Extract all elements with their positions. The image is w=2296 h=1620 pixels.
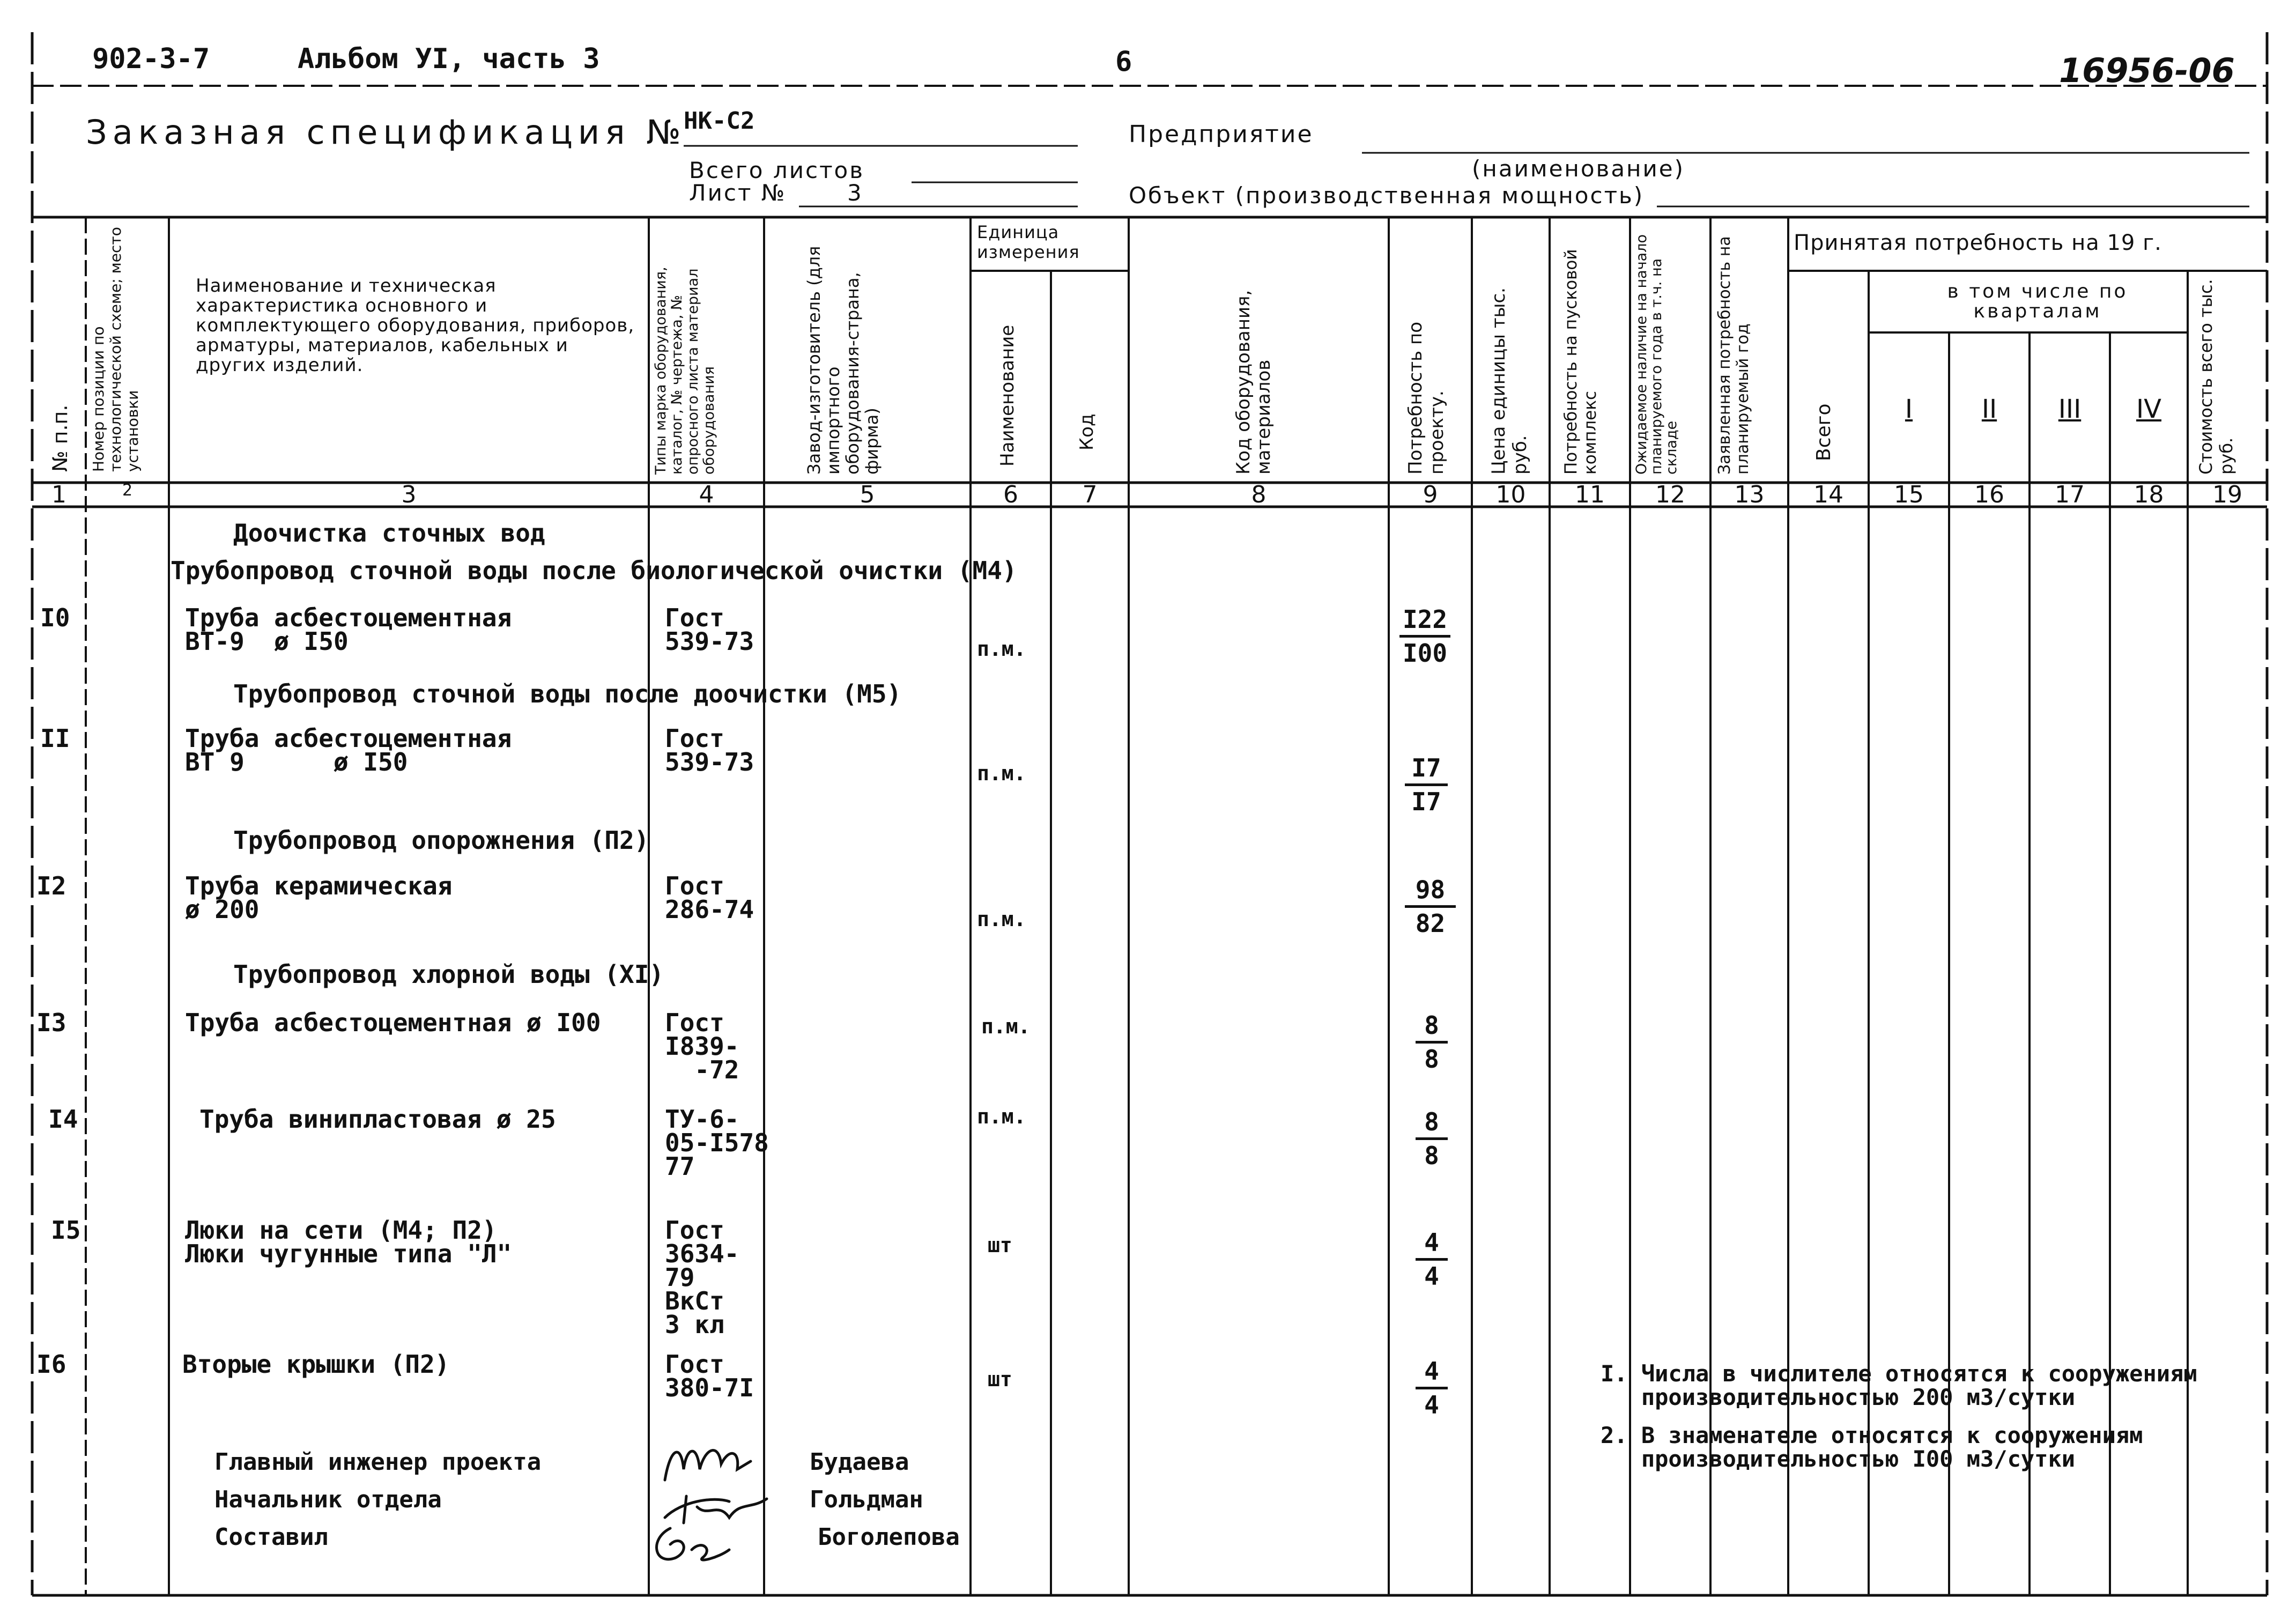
col-header-10: Цена единицы тыс. руб. — [1488, 287, 1531, 475]
col-number-9: 9 — [1423, 481, 1438, 508]
item-unit: п.м. — [977, 907, 1026, 931]
document-number: 16956-06 — [2059, 51, 2235, 90]
item-name: Труба керамическая ø 200 — [185, 871, 453, 924]
col-header-13: Заявленная потребность на планируемый год — [1715, 236, 1752, 475]
need-denominator: I7 — [1411, 787, 1441, 816]
col-header-17: III — [2058, 394, 2082, 424]
col-number-5: 5 — [860, 481, 875, 508]
col-header-11: Потребность на пусковой комплекс — [1561, 249, 1600, 475]
project-code: 902-3-7 — [92, 43, 210, 75]
item-unit: п.м. — [977, 761, 1026, 785]
item-standard: Гост 539-73 — [665, 724, 754, 776]
sheet-number: 3 — [847, 180, 863, 206]
signature-name: Боголепова — [818, 1523, 960, 1551]
col-header-2: Номер позиции по технологической схеме; место установки — [90, 227, 142, 472]
note-2: 2. В знаменателе относятся к сооружениям производительностью I00 м3/сутки — [1601, 1422, 2143, 1472]
col-number-2: 2 — [122, 481, 133, 500]
unit-group-header: Единица измерения — [977, 222, 1080, 262]
col-number-15: 15 — [1894, 481, 1924, 508]
item-name: Люки на сети (М4; П2) Люки чугунные типа "Л" — [185, 1216, 512, 1268]
sheet-label: Лист № — [689, 180, 787, 206]
col-number-8: 8 — [1251, 481, 1266, 508]
col-number-1: 1 — [51, 481, 66, 508]
item-unit: шт — [988, 1367, 1012, 1391]
section-heading: Трубопровод сточной воды после доочистки (М5) — [233, 679, 902, 708]
accepted-need-header: Принятая потребность на 19 г. — [1794, 231, 2162, 255]
col-number-7: 7 — [1082, 481, 1098, 508]
item-name: Труба асбестоцементная ВТ-9 ø I50 — [185, 603, 512, 656]
col-number-16: 16 — [1974, 481, 2004, 508]
enterprise-label: Предприятие — [1129, 121, 1314, 148]
col-number-6: 6 — [1003, 481, 1018, 508]
page-number: 6 — [1115, 46, 1132, 78]
need-numerator: 4 — [1416, 1357, 1448, 1389]
item-standard: ТУ-6- 05-I578 77 — [665, 1105, 769, 1181]
item-standard: Гост 3634- 79 ВкСт 3 кл — [665, 1216, 739, 1339]
need-denominator: I00 — [1402, 639, 1448, 668]
section-heading: Трубопровод сточной воды после биологической очистки (М4) — [171, 556, 1017, 585]
item-standard: Гост I839- -72 — [665, 1008, 739, 1084]
col-header-3: Наименование и техническая характеристика основного и комплектующего оборудования, приборов, арматуры, материалов, кабельных и других изделий. — [196, 275, 635, 376]
signature-name: Гольдман — [810, 1486, 923, 1513]
row-number: I0 — [40, 603, 70, 632]
item-name: Труба винипластовая ø 25 — [199, 1105, 556, 1134]
item-standard: Гост 380-7I — [665, 1350, 754, 1402]
col-number-19: 19 — [2212, 481, 2242, 508]
col-header-1: № п.п. — [48, 404, 72, 472]
col-header-9: Потребность по проекту. — [1405, 321, 1448, 475]
item-unit: п.м. — [981, 1015, 1031, 1038]
section-heading: Трубопровод хлорной воды (ХI) — [233, 960, 664, 989]
object-label: Объект (производственная мощность) — [1129, 182, 1645, 209]
quarters-header: в том числе по кварталам — [1947, 280, 2128, 322]
col-header-6: Наименование — [997, 324, 1018, 467]
col-header-16: II — [1981, 394, 1997, 424]
col-header-8: Код оборудования, материалов — [1233, 290, 1275, 475]
col-header-15: I — [1905, 394, 1913, 424]
need-numerator: 8 — [1416, 1107, 1448, 1140]
col-number-13: 13 — [1734, 481, 1765, 508]
album-label: Альбом УI, часть 3 — [298, 43, 600, 75]
total-sheets-label: Всего листов — [689, 157, 865, 183]
note-1: I. Числа в числителе относятся к сооружениям производительностью 200 м3/сутки — [1601, 1360, 2197, 1410]
item-name: Труба асбестоцементная ВТ 9 ø I50 — [185, 724, 512, 776]
need-denominator: 4 — [1424, 1390, 1439, 1419]
row-number: I3 — [36, 1008, 66, 1037]
need-numerator: I22 — [1399, 605, 1450, 638]
signature-role: Составил — [214, 1523, 328, 1551]
section-heading: Доочистка сточных вод — [233, 519, 545, 548]
col-number-3: 3 — [401, 481, 417, 508]
row-number: I6 — [36, 1350, 66, 1379]
col-header-4: Типы марка оборудования, каталог, № чертежа, № опросного листа материал оборудования — [653, 267, 717, 475]
col-header-14: Всего — [1813, 403, 1835, 461]
col-header-12: Ожидаемое наличие на начало планируемого года в т.ч. на складе — [1633, 234, 1680, 475]
need-numerator: I7 — [1405, 753, 1448, 786]
col-number-18: 18 — [2134, 481, 2164, 508]
need-numerator: 98 — [1405, 875, 1456, 908]
need-denominator: 8 — [1424, 1141, 1439, 1170]
signature-role: Начальник отдела — [214, 1486, 442, 1513]
item-standard: Гост 286-74 — [665, 871, 754, 924]
col-header-18: IV — [2136, 394, 2161, 424]
col-number-12: 12 — [1655, 481, 1685, 508]
item-unit: шт — [988, 1233, 1012, 1257]
row-number: I2 — [36, 871, 66, 900]
section-heading: Трубопровод опорожнения (П2) — [233, 826, 649, 855]
item-unit: п.м. — [977, 1105, 1026, 1128]
spec-title: Заказная спецификация № — [86, 113, 686, 152]
col-header-7: Код — [1076, 413, 1098, 450]
signature-role: Главный инженер проекта — [214, 1448, 542, 1476]
col-number-11: 11 — [1575, 481, 1605, 508]
need-denominator: 4 — [1424, 1262, 1439, 1291]
need-denominator: 82 — [1415, 909, 1446, 938]
signature-name: Будаева — [810, 1448, 909, 1476]
need-numerator: 8 — [1416, 1011, 1448, 1044]
col-number-4: 4 — [699, 481, 714, 508]
row-number: II — [40, 724, 70, 753]
col-number-17: 17 — [2055, 481, 2085, 508]
row-number: I4 — [48, 1105, 78, 1134]
item-standard: Гост 539-73 — [665, 603, 754, 656]
spec-number: НК-С2 — [684, 107, 755, 135]
need-denominator: 8 — [1424, 1045, 1439, 1074]
col-header-19: Стоимость всего тыс. руб. — [2196, 279, 2236, 475]
name-label: (наименование) — [1472, 156, 1685, 182]
col-number-10: 10 — [1495, 481, 1526, 508]
need-numerator: 4 — [1416, 1228, 1448, 1261]
item-name: Труба асбестоцементная ø I00 — [185, 1008, 601, 1037]
row-number: I5 — [51, 1216, 81, 1245]
item-unit: п.м. — [977, 637, 1026, 661]
col-number-14: 14 — [1813, 481, 1843, 508]
item-name: Вторые крышки (П2) — [182, 1350, 450, 1379]
col-header-5: Завод-изготовитель (для импортного оборудования-страна, фирма) — [804, 246, 882, 475]
